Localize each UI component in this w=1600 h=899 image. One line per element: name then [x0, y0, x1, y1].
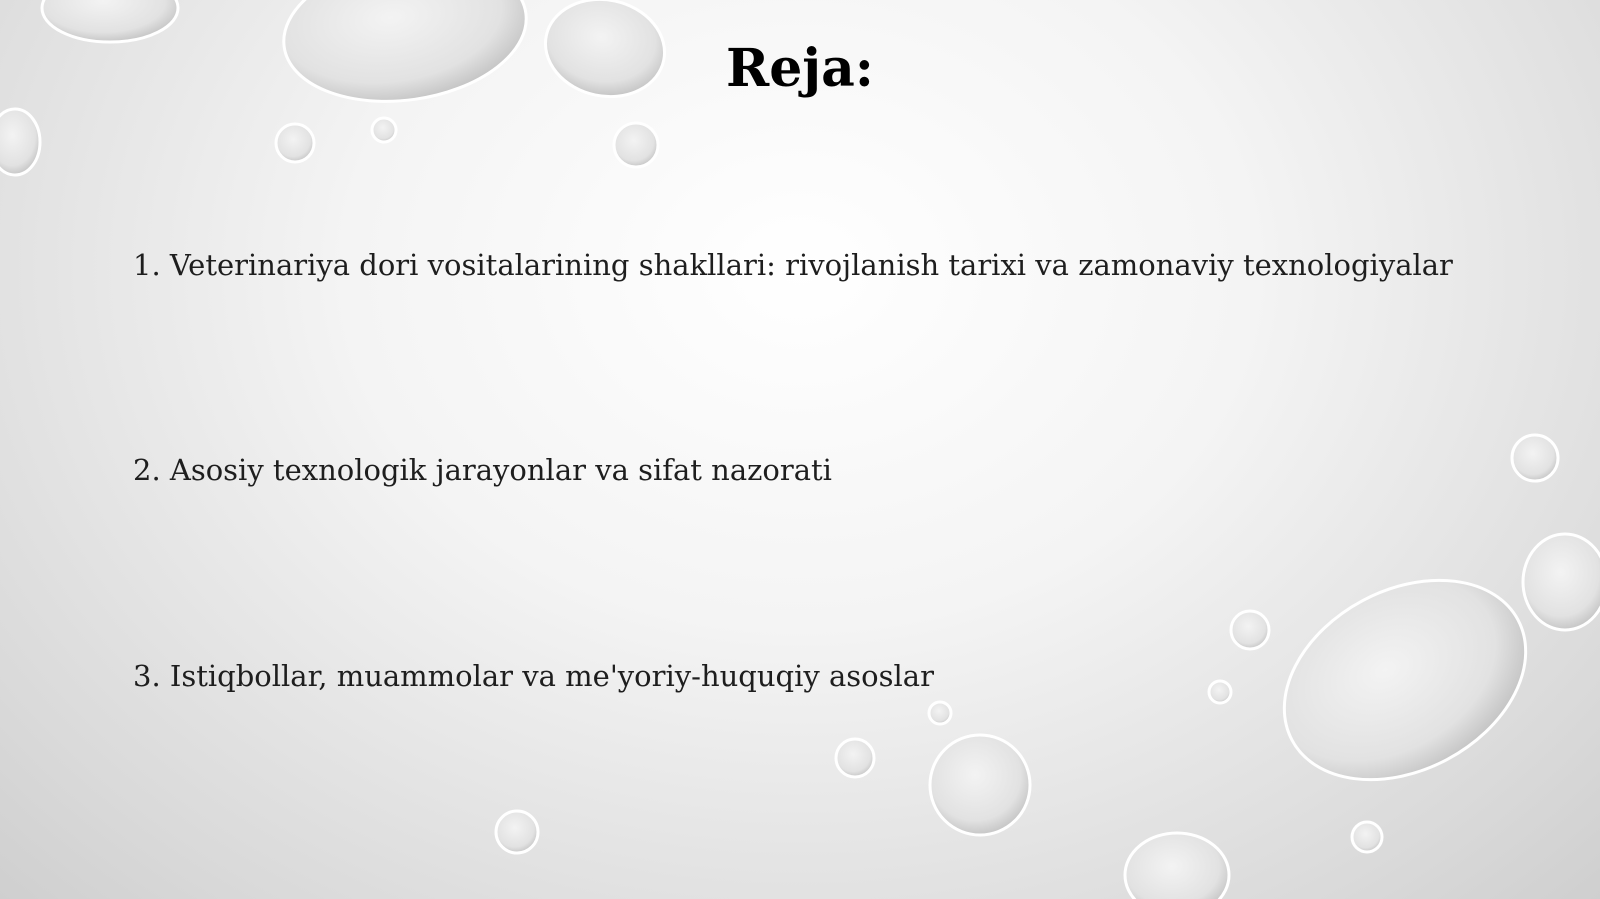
water-drop: [276, 124, 314, 162]
water-drop: [0, 109, 40, 175]
plan-item-1: 1. Veterinariya dori vositalarining shakllari: rivojlanish tarixi va zamonaviy texnologiyalar: [133, 248, 1453, 282]
water-drop: [496, 811, 538, 853]
slide-title: Reja:: [725, 38, 874, 99]
plan-item-2: 2. Asosiy texnologik jarayonlar va sifat nazorati: [133, 453, 832, 487]
water-drop: [1512, 435, 1558, 481]
water-drop: [614, 123, 658, 167]
water-drop: [1231, 611, 1269, 649]
water-drop: [42, 0, 178, 42]
water-drop: [929, 702, 951, 724]
water-drop: [930, 735, 1030, 835]
plan-item-3: 3. Istiqbollar, muammolar va me'yoriy-huquqiy asoslar: [133, 659, 934, 693]
water-drop: [1352, 822, 1382, 852]
water-drop: [1209, 681, 1231, 703]
water-drop: [1523, 534, 1600, 630]
water-drop: [1125, 833, 1229, 899]
water-drop: [1250, 540, 1561, 819]
water-drop: [372, 118, 396, 142]
water-drop: [836, 739, 874, 777]
